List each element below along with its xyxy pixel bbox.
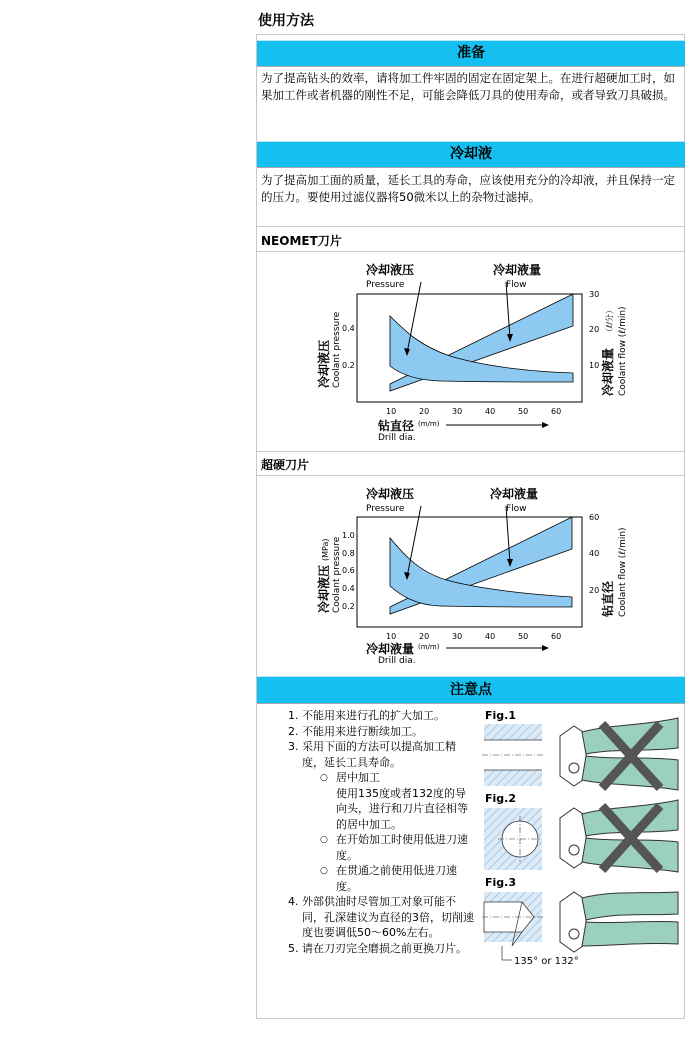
chart2-left-ticks	[342, 531, 355, 611]
chart1-ytick: 0.2	[342, 361, 355, 370]
figures-panel	[482, 706, 682, 971]
chart1-xtick: 50	[518, 407, 529, 416]
chart2-right-axis: 钻直径	[601, 580, 615, 617]
chart1-flow-title: 冷却液量	[493, 263, 542, 277]
note-item: 2. 不能用来进行断续加工。	[302, 724, 476, 740]
chart1-xtick: 60	[551, 407, 562, 416]
chart2-left-axis-unit: (MPa)	[321, 538, 330, 561]
chart1-right-axis: 冷却液量	[601, 347, 615, 396]
chart1-xtick: 30	[452, 407, 463, 416]
chart2-ytick: 0.8	[342, 549, 355, 558]
fig3-angle-label: 135° or 132°	[514, 956, 579, 967]
chart1-pressure-title-en: Pressure	[366, 280, 405, 290]
chart1-x-axis-en: Drill dia.	[378, 433, 416, 443]
note-item: 4. 外部供油时尽管加工对象可能不同，孔深建议为直径的3倍，切削速度也要调低50～60%左右。	[302, 894, 476, 941]
chart2-x-axis-en: Drill dia.	[378, 656, 416, 666]
chart2-xtick: 10	[386, 632, 397, 641]
coolant-text: 为了提高加工面的质量，延长工具的寿命，应该使用充分的冷却液，并且保持一定的压力。要使用过滤仪器将50微米以上的杂物过滤掉。	[261, 173, 675, 204]
chart2-left-axis: 冷却液压	[317, 564, 331, 613]
chart1-ytick: 0.4	[342, 324, 355, 333]
chart2-ytick: 0.6	[342, 566, 355, 575]
chart2-right-axis-en: Coolant flow (ℓ/min)	[618, 527, 628, 617]
chart2-y2tick: 60	[589, 513, 600, 522]
chart1-flow-title-en: Flow	[506, 280, 527, 290]
chart1-x-axis: 钻直径	[378, 419, 415, 433]
chart1-caption: NEOMET刀片	[261, 234, 342, 248]
note-subitem: ○ 在开始加工时使用低进刀速度。	[322, 832, 476, 863]
section-header-notes: 注意点	[257, 676, 685, 704]
chart2-ytick: 0.4	[342, 584, 355, 593]
chart1-x-ticks	[386, 407, 561, 416]
chart-carbide	[300, 481, 640, 671]
section-header-prep: 准备	[257, 40, 685, 67]
chart2-xtick: 20	[419, 632, 430, 641]
chart2-pressure-title: 冷却液压	[366, 487, 415, 501]
fig2-label: Fig.2	[485, 792, 516, 805]
note-item: 3. 采用下面的方法可以提高加工精度，延长工具寿命。 ○ 居中加工 使用135度或者132度的导向头，进行和刀片直径相等的居中加工。 ○ 在开始加工时使用低进刀速度。 ○ 在贯通之前使用低进刀速度。	[302, 739, 476, 894]
chart1-right-axis-en: Coolant flow (ℓ/min)	[618, 306, 628, 396]
chart1-y2tick: 30	[589, 290, 600, 299]
chart1-xtick: 10	[386, 407, 397, 416]
page-title: 使用方法	[258, 13, 314, 29]
chart1-y2tick: 20	[589, 325, 600, 334]
chart2-y2tick: 40	[589, 549, 600, 558]
chart1-left-axis-en: Coolant pressure	[332, 311, 342, 388]
note-item: 5. 请在刀刃完全磨损之前更换刀片。	[302, 941, 476, 957]
chart2-xtick: 30	[452, 632, 463, 641]
notes-list	[276, 708, 476, 956]
fig3-drawing	[482, 892, 678, 967]
chart1-right-axis-unit: （ℓ/分）	[605, 306, 614, 336]
note-subitem: ○ 居中加工 使用135度或者132度的导向头，进行和刀片直径相等的居中加工。	[322, 770, 476, 832]
chart2-ytick: 1.0	[342, 531, 355, 540]
chart1-left-ticks	[342, 324, 355, 370]
chart2-pressure-title-en: Pressure	[366, 504, 405, 514]
chart1-xtick: 20	[419, 407, 430, 416]
chart2-flow-title: 冷却液量	[490, 487, 539, 501]
chart2-y2tick: 20	[589, 586, 600, 595]
chart2-ytick: 0.2	[342, 602, 355, 611]
chart2-flow-title-en: Flow	[506, 504, 527, 514]
chart2-xtick: 40	[485, 632, 496, 641]
chart2-x-ticks	[386, 632, 561, 641]
chart-neomet	[300, 256, 640, 446]
chart2-left-axis-en: Coolant pressure	[332, 536, 342, 613]
chart1-left-axis: 冷却液压	[317, 339, 331, 388]
chart1-xtick: 40	[485, 407, 496, 416]
chart2-x-axis-unit: (m/m)	[418, 643, 440, 651]
chart2-right-ticks	[589, 513, 599, 595]
chart1-y2tick: 10	[589, 361, 600, 370]
note-subitem: ○ 在贯通之前使用低进刀速度。	[322, 863, 476, 894]
note-item: 1. 不能用来进行孔的扩大加工。	[302, 708, 476, 724]
fig3-label: Fig.3	[485, 876, 516, 889]
chart2-xtick: 50	[518, 632, 529, 641]
chart2-caption: 超硬刀片	[261, 458, 310, 472]
section-header-coolant: 冷却液	[257, 141, 685, 168]
fig1-drawing	[482, 718, 678, 790]
fig1-label: Fig.1	[485, 709, 516, 722]
chart2-x-axis: 冷却液量	[366, 642, 415, 656]
chart1-x-axis-unit: (m/m)	[418, 420, 440, 428]
chart1-pressure-title: 冷却液压	[366, 263, 415, 277]
chart1-right-ticks	[589, 290, 599, 370]
prep-text: 为了提高钻头的效率，请将加工件牢固的固定在固定架上。在进行超硬加工时，如果加工件或者机器的刚性不足，可能会降低刀具的使用寿命，或者导致刀具破损。	[261, 71, 675, 102]
fig2-drawing	[484, 800, 678, 872]
chart2-xtick: 60	[551, 632, 562, 641]
